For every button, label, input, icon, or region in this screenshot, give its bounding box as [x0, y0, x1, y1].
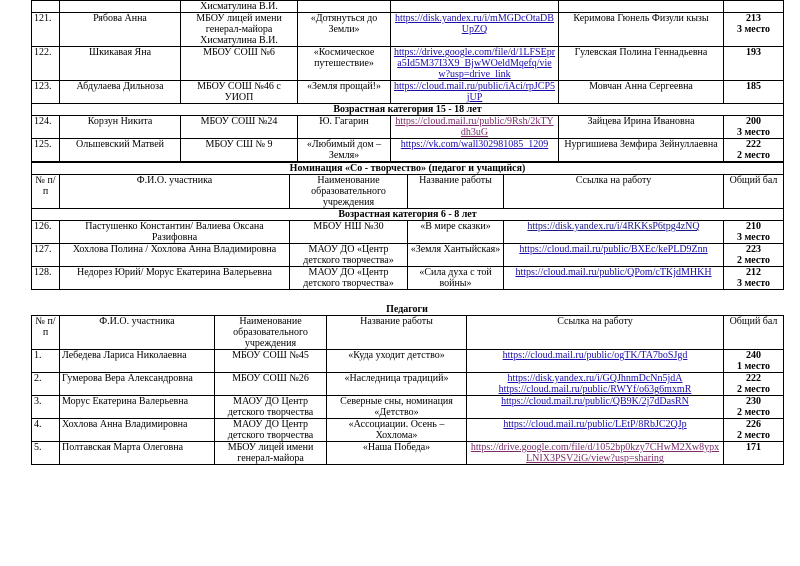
link-cell: [467, 396, 724, 419]
participant-name: Гумерова Вера Александровна: [60, 373, 215, 396]
row-number: 123.: [32, 81, 60, 104]
row-number: 3.: [32, 396, 60, 419]
age-category-title: Возрастная категория 15 - 18 лет: [32, 104, 784, 116]
link-cell: [391, 81, 559, 104]
header-name: Ф.И.О. участника: [60, 175, 290, 209]
school-name: МАОУ ДО Центр детского творчества: [215, 396, 327, 419]
teacher-name: Керимова Гюнель Физули кызы: [559, 13, 724, 47]
work-link[interactable]: https://drive.google.com/file/d/1LFSEpra5Id5M37I3X9_BjwWOeldMqefq/view?usp=drive_link: [393, 47, 556, 80]
participant-name: Пастушенко Константин/ Валиева Оксана Разифовна: [60, 221, 290, 244]
teacher-name: Зайцева Ирина Ивановна: [559, 116, 724, 139]
school-name: МАОУ ДО «Центр детского творчества»: [290, 244, 408, 267]
score-cell: [724, 116, 784, 139]
work-title: «Наследница традиций»: [327, 373, 467, 396]
teachers-header-row: [32, 316, 784, 350]
work-link[interactable]: https://cloud.mail.ru/public/ogTK/TA7boSJgd: [502, 350, 688, 361]
document-page: [31, 0, 783, 465]
score-value: 185: [746, 81, 761, 92]
school-name: МБОУ СОШ №26: [215, 373, 327, 396]
table-row: [32, 244, 784, 267]
row-number: [32, 1, 60, 13]
link-cell: [391, 47, 559, 81]
participant-name: Лебедева Лариса Николаевна: [60, 350, 215, 373]
age-category-title: Возрастная категория 6 - 8 лет: [32, 209, 784, 221]
link-cell: [504, 267, 724, 290]
participant-name: Недорез Юрий/ Морус Екатерина Валерьевна: [60, 267, 290, 290]
place-label: 3 место: [736, 127, 771, 138]
score-cell: [724, 373, 784, 396]
score-cell: [724, 244, 784, 267]
score-cell: [724, 442, 784, 465]
work-link[interactable]: https://vk.com/wall302981085_1209: [400, 139, 549, 150]
school-name: МБОУ СОШ №24: [181, 116, 298, 139]
work-title: [298, 1, 391, 13]
row-number: 128.: [32, 267, 60, 290]
row-number: 126.: [32, 221, 60, 244]
work-link[interactable]: https://cloud.mail.ru/public/QPom/cTKjdMHKH: [515, 267, 712, 278]
table-row: [32, 47, 784, 81]
header-work: Название работы: [327, 316, 467, 350]
header-work: Название работы: [408, 175, 504, 209]
participant-name: Ольшевский Матвей: [60, 139, 181, 162]
row-number: 125.: [32, 139, 60, 162]
place-label: 3 место: [736, 24, 771, 35]
row-number: 2.: [32, 373, 60, 396]
school-name: МБОУ НШ №30: [290, 221, 408, 244]
header-num: № п/п: [32, 316, 60, 350]
school-name: Хисматулина В.И.: [181, 1, 298, 13]
work-title: «Куда уходит детство»: [327, 350, 467, 373]
link-cell: [391, 1, 559, 13]
work-title: Ю. Гагарин: [298, 116, 391, 139]
work-title: «Любимый дом – Земля»: [298, 139, 391, 162]
header-link: Ссылка на работу: [504, 175, 724, 209]
score-value: 213: [746, 13, 761, 24]
score-cell: [724, 221, 784, 244]
row-number: 127.: [32, 244, 60, 267]
place-label: 2 место: [736, 150, 771, 161]
participant-name: Рябова Анна: [60, 13, 181, 47]
age-15-18-rows: [32, 116, 784, 162]
table-row: [32, 221, 784, 244]
nomination-rows: [32, 221, 784, 290]
teacher-name: [559, 1, 724, 13]
score-value: 226: [746, 419, 761, 430]
work-link[interactable]: https://cloud.mail.ru/public/iAci/rpJCP5jUP: [393, 81, 556, 103]
table-row: [32, 139, 784, 162]
header-school: Наименование образовательного учреждения: [215, 316, 327, 350]
table-row: [32, 267, 784, 290]
work-title: «В мире сказки»: [408, 221, 504, 244]
school-name: МБОУ лицей имени генерал-майора: [215, 442, 327, 465]
place-label: 2 место: [736, 255, 771, 266]
work-title: «Наша Победа»: [327, 442, 467, 465]
score-cell: [724, 267, 784, 290]
score-cell: [724, 1, 784, 13]
row-number: 1.: [32, 350, 60, 373]
top-rows: [32, 1, 784, 104]
score-cell: [724, 419, 784, 442]
place-label: 3 место: [736, 278, 771, 289]
score-value: 222: [746, 139, 761, 150]
school-name: МАОУ ДО «Центр детского творчества»: [290, 267, 408, 290]
work-link[interactable]: https://drive.google.com/file/d/1052bp0kzy7CHwM2Xw8ypxLNIX3PSV2iG/view?usp=sharing: [470, 442, 720, 464]
header-score: Общий бал: [724, 175, 784, 209]
header-name: Ф.И.О. участника: [60, 316, 215, 350]
nomination-header-row: [32, 175, 784, 209]
table-row: [32, 373, 784, 396]
score-value: 193: [746, 47, 761, 58]
school-name: МБОУ лицей имени генерал-майора Хисматулина В.И.: [181, 13, 298, 47]
participant-name: Абдулаева Дильноза: [60, 81, 181, 104]
table-row: [32, 116, 784, 139]
participant-name: Морус Екатерина Валерьевна: [60, 396, 215, 419]
place-label: 2 место: [736, 407, 771, 418]
teacher-name: Гулевская Полина Геннадьевна: [559, 47, 724, 81]
work-link[interactable]: https://cloud.mail.ru/public/BXEc/kePLD9Znn: [519, 244, 708, 255]
link-cell: [391, 139, 559, 162]
teachers-title: Педагоги: [386, 304, 428, 315]
table-row: [32, 442, 784, 465]
participant-name: Полтавская Марта Олеговна: [60, 442, 215, 465]
participant-name: [60, 1, 181, 13]
score-value: 200: [746, 116, 761, 127]
school-name: МБОУ СОШ №45: [215, 350, 327, 373]
score-value: 230: [746, 396, 761, 407]
score-value: 240: [746, 350, 761, 361]
score-value: 210: [746, 221, 762, 232]
place-label: 2 место: [736, 384, 771, 395]
link-cell: [504, 244, 724, 267]
nomination-title: Номинация «Со - творчество» (педагог и учащийся): [32, 163, 784, 175]
header-num: № п/п: [32, 175, 60, 209]
table-row: [32, 13, 784, 47]
participant-name: Хохлова Полина / Хохлова Анна Владимировна: [60, 244, 290, 267]
work-title: «Космическое путешествие»: [298, 47, 391, 81]
work-link[interactable]: https://cloud.mail.ru/public/LEtP/8RbJC2QJp: [503, 419, 687, 430]
link-cell: [391, 116, 559, 139]
school-name: МБОУ СОШ №46 с УИОП: [181, 81, 298, 104]
table-row: [32, 396, 784, 419]
work-link[interactable]: https://cloud.mail.ru/public/9Rsh/2kTYdh3uG: [395, 116, 554, 138]
row-number: 122.: [32, 47, 60, 81]
score-cell: [724, 139, 784, 162]
link-cell: [467, 419, 724, 442]
school-name: МАОУ ДО Центр детского творчества: [215, 419, 327, 442]
score-cell: [724, 396, 784, 419]
work-link[interactable]: https://cloud.mail.ru/public/QB9K/2j7dDasRN: [501, 396, 689, 407]
teacher-name: Мовчан Анна Сергеевна: [559, 81, 724, 104]
link-cell: [467, 350, 724, 373]
work-title: «Дотянуться до Земли»: [298, 13, 391, 47]
participant-name: Корзун Никита: [60, 116, 181, 139]
work-link[interactable]: https://disk.yandex.ru/i/4RKKsP6tpg4zNQ: [527, 221, 700, 232]
work-title: «Земля Хантыйская»: [408, 244, 504, 267]
participant-name: Хохлова Анна Владимировна: [60, 419, 215, 442]
table-row: [32, 350, 784, 373]
score-value: 171: [746, 442, 761, 453]
score-cell: [724, 47, 784, 81]
score-value: 212: [746, 267, 762, 278]
place-label: 3 место: [736, 232, 771, 243]
work-link[interactable]: https://disk.yandex.ru/i/mMGDcOtaDBUpZQ: [395, 13, 554, 35]
work-title: Северные сны, номинация «Детство»: [327, 396, 467, 419]
row-number: 124.: [32, 116, 60, 139]
teachers-rows: [32, 350, 784, 465]
header-school: Наименование образовательного учреждения: [290, 175, 408, 209]
header-score: Общий бал: [724, 316, 784, 350]
work-link[interactable]: https://disk.yandex.ru/i/GQJhnmDcNn5jdA: [507, 373, 683, 384]
link-cell: [467, 373, 724, 396]
link-cell: [504, 221, 724, 244]
work-title: «Земля прощай!»: [298, 81, 391, 104]
school-name: МБОУ СОШ №6: [181, 47, 298, 81]
work-title: «Сила духа с той войны»: [408, 267, 504, 290]
link-cell: [467, 442, 724, 465]
header-link: Ссылка на работу: [467, 316, 724, 350]
score-value: 222: [746, 373, 761, 384]
results-table-top: [31, 0, 784, 162]
table-row: [32, 419, 784, 442]
score-cell: [724, 13, 784, 47]
score-cell: [724, 350, 784, 373]
table-row: [32, 81, 784, 104]
school-name: МБОУ СШ № 9: [181, 139, 298, 162]
nomination-table: [31, 162, 784, 290]
age-15-18-section: [32, 104, 784, 116]
teacher-name: Нургишиева Земфира Зейнуллаевна: [559, 139, 724, 162]
place-label: 1 место: [736, 361, 771, 372]
teachers-table: [31, 315, 784, 465]
score-cell: [724, 81, 784, 104]
score-value: 223: [746, 244, 762, 255]
row-number: 121.: [32, 13, 60, 47]
participant-name: Шкикавая Яна: [60, 47, 181, 81]
row-number: 5.: [32, 442, 60, 465]
work-link[interactable]: https://cloud.mail.ru/public/RWYf/o63g6mxmR: [498, 384, 692, 395]
link-cell: [391, 13, 559, 47]
row-number: 4.: [32, 419, 60, 442]
work-title: «Ассоциации. Осень – Хохлома»: [327, 419, 467, 442]
table-row: [32, 1, 784, 13]
place-label: 2 место: [736, 430, 771, 441]
